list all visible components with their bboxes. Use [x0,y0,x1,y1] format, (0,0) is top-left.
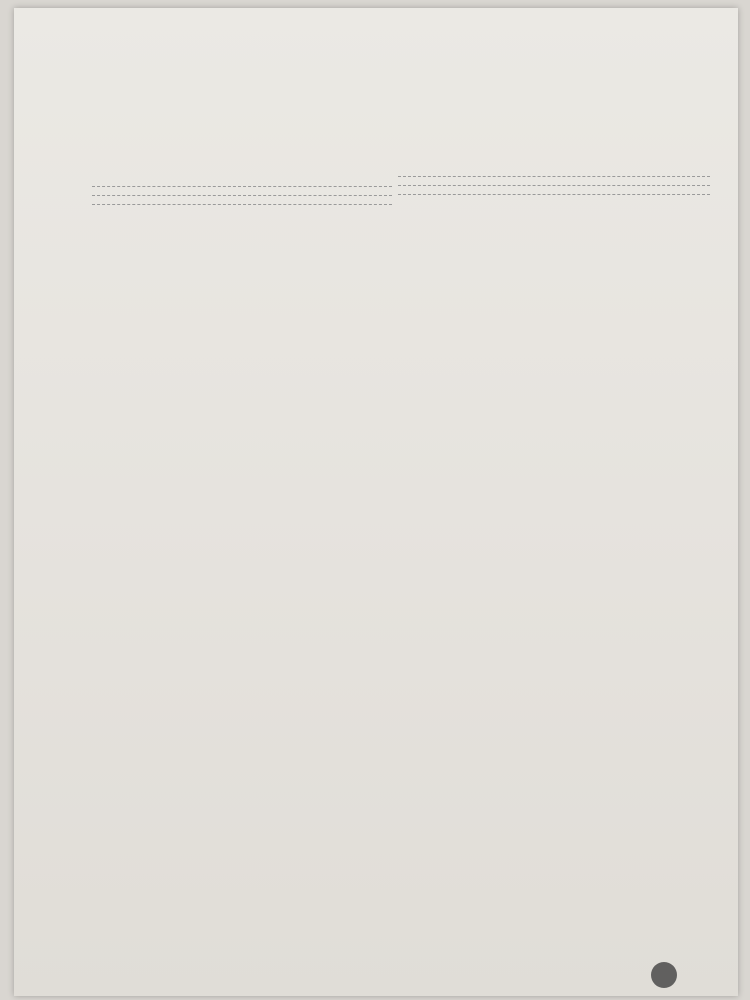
watermark-logo [604,960,724,988]
answer-page [14,8,738,996]
circle-icon [651,962,677,988]
left-column [92,180,392,213]
divider [398,194,710,195]
divider [92,186,392,187]
divider [92,204,392,205]
divider [92,195,392,196]
divider [398,176,710,177]
watermark-text [604,960,724,988]
right-column [398,170,710,203]
divider [398,185,710,186]
